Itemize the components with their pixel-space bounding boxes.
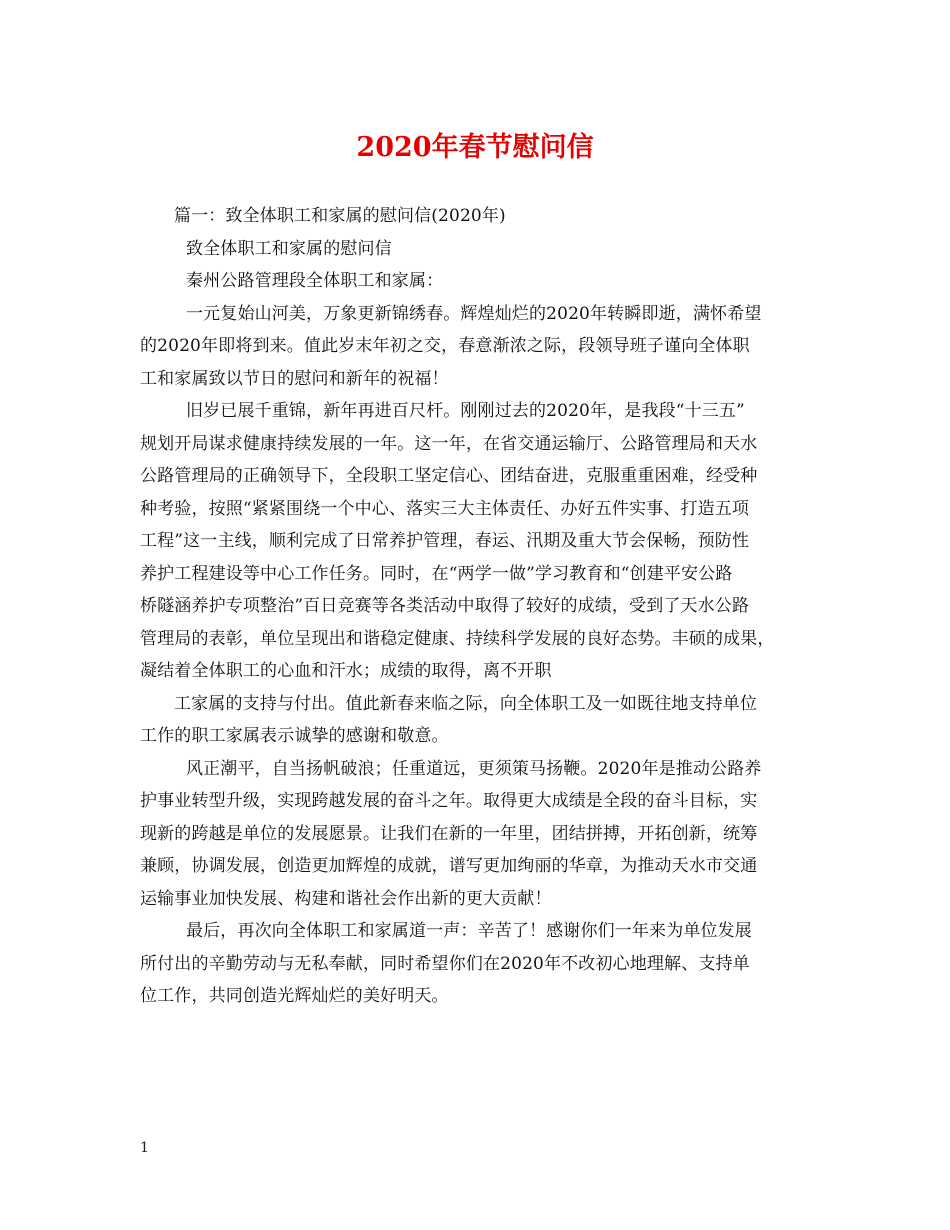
page-number: 1 (140, 1140, 149, 1156)
text-line: 桥隧涵养护专项整治”百日竞赛等各类活动中取得了较好的成绩，受到了天水公路 (140, 596, 750, 616)
text-line: 的2020年即将到来。值此岁末年初之交，春意渐浓之际，段领导班子谨向全体职 (140, 336, 750, 356)
text-line: 护事业转型升级，实现跨越发展的奋斗之年。取得更大成绩是全段的奋斗目标，实 (140, 791, 758, 811)
text-line: 位工作，共同创造光辉灿烂的美好明天。 (140, 986, 449, 1006)
text-line: 工作的职工家属表示诚挚的感谢和敬意。 (140, 726, 449, 746)
text-line: 兼顾，协调发展，创造更加辉煌的成就，谱写更加绚丽的华章，为推动天水市交通 (140, 856, 758, 876)
text-line: 致全体职工和家属的慰问信 (186, 238, 392, 259)
text-line: 凝结着全体职工的心血和汗水；成绩的取得，离不开职 (140, 661, 552, 681)
text-line: 最后，再次向全体职工和家属道一声：辛苦了！感谢你们一年来为单位发展 (186, 921, 752, 941)
text-line: 管理局的表彰，单位呈现出和谐稳定健康、持续科学发展的良好态势。丰硕的成果， (140, 628, 775, 649)
text-line: 规划开局谋求健康持续发展的一年。这一年，在省交通运输厅、公路管理局和天水 (140, 433, 758, 454)
text-line: 工家属的支持与付出。值此新春来临之际，向全体职工及一如既往地支持单位 (174, 693, 758, 714)
text-line: 种考验，按照“紧紧围绕一个中心、落实三大主体责任、办好五件实事、打造五项 (140, 498, 750, 519)
document-title: 2020年春节慰问信 (356, 132, 594, 163)
text-line: 秦州公路管理段全体职工和家属： (186, 271, 444, 291)
text-line: 工程”这一主线，顺利完成了日常养护管理，春运、汛期及重大节会保畅，预防性 (140, 531, 750, 551)
text-line: 公路管理局的正确领导下，全段职工坚定信心、团结奋进，克服重重困难，经受种 (140, 466, 758, 486)
text-line: 工和家属致以节日的慰问和新年的祝福！ (140, 368, 449, 389)
text-line: 旧岁已展千重锦，新年再进百尺杆。刚刚过去的2020年，是我段“十三五” (186, 401, 745, 421)
text-line: 运输事业加快发展、构建和谐社会作出新的更大贡献！ (140, 888, 552, 909)
text-line: 风正潮平，自当扬帆破浪；任重道远，更须策马扬鞭。2020年是推动公路养 (186, 758, 762, 779)
text-line: 现新的跨越是单位的发展愿景。让我们在新的一年里，团结拼搏，开拓创新，统筹 (140, 823, 758, 844)
text-line: 养护工程建设等中心工作任务。同时，在“两学一做”学习教育和“创建平安公路 (140, 563, 733, 584)
text-line: 一元复始山河美，万象更新锦绣春。辉煌灿烂的2020年转瞬即逝，满怀希望 (186, 303, 762, 324)
document-body (140, 200, 830, 1013)
text-line: 篇一：致全体职工和家属的慰问信(2020年) (174, 206, 506, 226)
text-line: 所付出的辛勤劳动与无私奉献，同时希望你们在2020年不改初心地理解、支持单 (140, 953, 750, 974)
